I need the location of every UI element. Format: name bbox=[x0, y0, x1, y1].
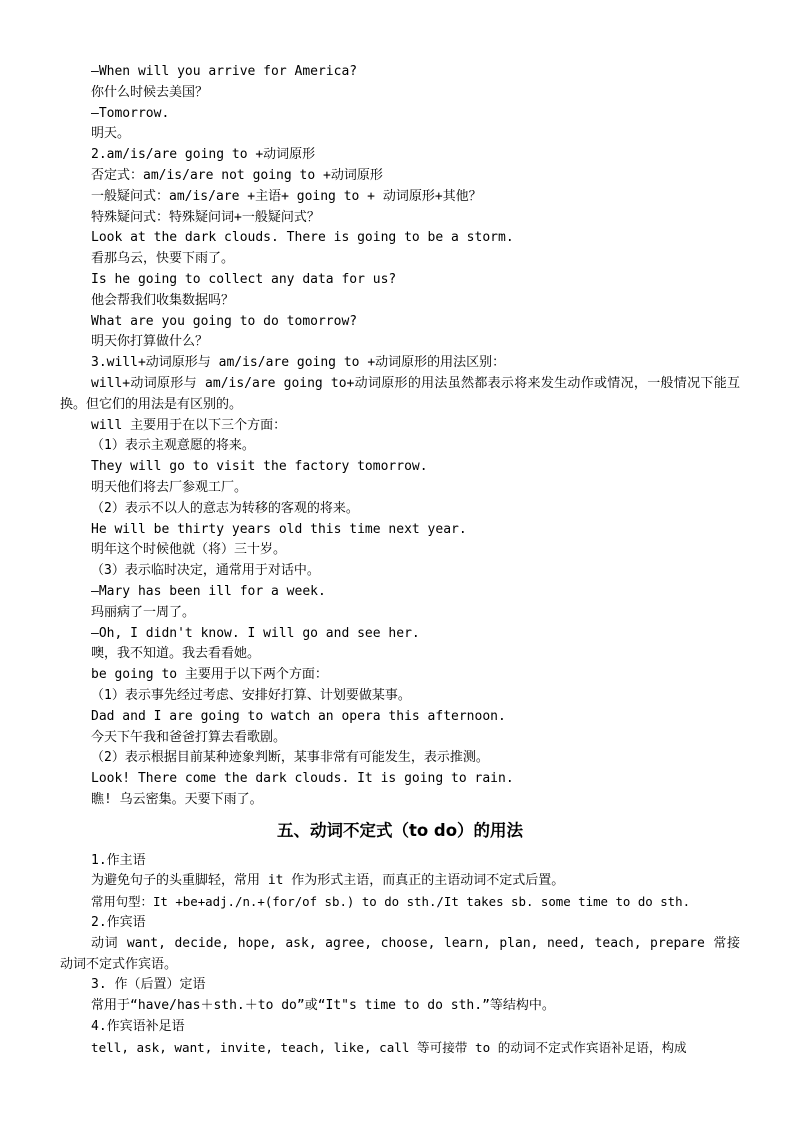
text-line: They will go to visit the factory tomorrow. bbox=[91, 459, 428, 475]
text-line: （1）表示主观意愿的将来。 bbox=[91, 438, 255, 454]
text-line: Look! There come the dark clouds. It is going to rain. bbox=[91, 771, 514, 787]
text-line: will 主要用于在以下三个方面： bbox=[91, 417, 287, 433]
line-group-section bbox=[60, 851, 740, 934]
text-line: Dad and I are going to watch an opera this afternoon. bbox=[91, 708, 506, 724]
text-line: He will be thirty years old this time next year. bbox=[91, 521, 467, 537]
text-line: 4.作宾语补足语 bbox=[91, 1019, 185, 1035]
text-line: 1.作主语 bbox=[91, 852, 146, 868]
text-line: —When will you arrive for America? bbox=[91, 64, 358, 79]
text-line: 你什么时候去美国？ bbox=[91, 84, 209, 100]
text-line: tell, ask, want, invite, teach, like, call 等可接带 to 的动词不定式作宾语补足语，构成 bbox=[91, 1039, 687, 1055]
paragraph: will+动词原形与 am/is/are going to+动词原形的用法虽然都表示将来发生动作或情况，一般情况下能互换。但它们的用法是有区别的。 bbox=[60, 375, 740, 412]
text-line: 常用句型：It +be+adj./n.+(for/of sb.) to do sth./It takes sb. some time to do sth. bbox=[91, 894, 691, 910]
text-line: —Tomorrow. bbox=[91, 105, 170, 121]
text-line: 明天。 bbox=[91, 126, 131, 142]
text-line: （2）表示不以人的意志为转移的客观的将来。 bbox=[91, 500, 359, 516]
line-group-mid bbox=[60, 416, 740, 811]
text-line: 一般疑问式：am/is/are +主语+ going to + 动词原形+其他？ bbox=[91, 188, 482, 204]
text-line: be going to 主要用于以下两个方面： bbox=[91, 667, 328, 683]
text-line: 2.作宾语 bbox=[91, 915, 146, 931]
text-line: （2）表示根据目前某种迹象判断，某事非常有可能发生，表示推测。 bbox=[91, 750, 489, 766]
text-line: 为避免句子的头重脚轻，常用 it 作为形式主语，而真正的主语动词不定式后置。 bbox=[91, 873, 565, 889]
text-line: 明天他们将去厂参观工厂。 bbox=[91, 479, 248, 495]
text-line: 特殊疑问式：特殊疑问词+一般疑问式？ bbox=[91, 209, 320, 225]
document-page bbox=[60, 62, 740, 1059]
text-line: 看那乌云，快要下雨了。 bbox=[91, 251, 235, 267]
text-line: What are you going to do tomorrow? bbox=[91, 313, 358, 329]
text-line: 今天下午我和爸爸打算去看歌剧。 bbox=[91, 729, 287, 745]
text-line: 2.am/is/are going to +动词原形 bbox=[91, 147, 316, 163]
text-line: 玛丽病了一周了。 bbox=[91, 604, 196, 620]
text-line: 常用于“have/has＋sth.＋to do”或“It"s time to do sth.”等结构中。 bbox=[91, 998, 555, 1014]
line-group-top bbox=[60, 62, 740, 374]
paragraph: 动词 want, decide, hope, ask, agree, choose, learn, plan, need, teach, prepare 常接动词不定式作宾语。 bbox=[60, 935, 740, 972]
text-line: —Oh, I didn't know. I will go and see her. bbox=[91, 625, 420, 641]
text-line: 他会帮我们收集数据吗？ bbox=[91, 292, 235, 308]
text-line: 3.will+动词原形与 am/is/are going to +动词原形的用法区别： bbox=[91, 355, 506, 371]
text-line: 瞧! 乌云密集。天要下雨了。 bbox=[91, 791, 263, 807]
text-line: （1）表示事先经过考虑、安排好打算、计划要做某事。 bbox=[91, 687, 411, 703]
text-line: —Mary has been ill for a week. bbox=[91, 583, 326, 599]
text-line: 明年这个时候他就（将）三十岁。 bbox=[91, 542, 287, 558]
text-line: Is he going to collect any data for us? bbox=[91, 271, 397, 287]
text-line: 3. 作（后置）定语 bbox=[91, 977, 206, 993]
section-heading: 五、动词不定式（to do）的用法 bbox=[276, 820, 524, 840]
line-group-end bbox=[60, 975, 740, 1058]
text-line: 噢，我不知道。我去看看她。 bbox=[91, 646, 261, 662]
text-line: （3）表示临时决定，通常用于对话中。 bbox=[91, 563, 320, 579]
text-line: 明天你打算做什么？ bbox=[91, 334, 209, 350]
text-line: 否定式：am/is/are not going to +动词原形 bbox=[91, 167, 383, 183]
text-line: Look at the dark clouds. There is going to be a storm. bbox=[91, 230, 514, 246]
